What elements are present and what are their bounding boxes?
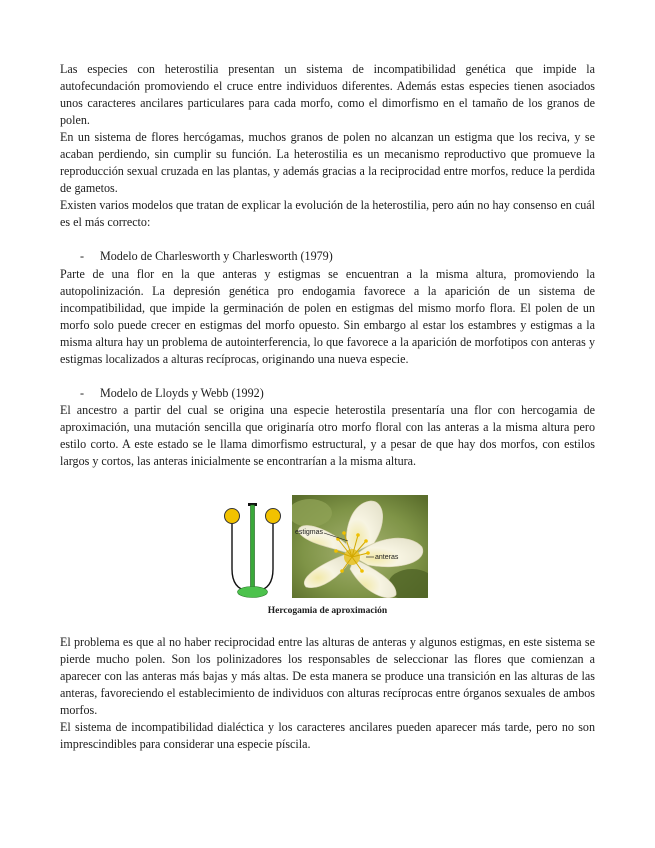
outro-paragraph-2: El sistema de incompatibilidad dialéctica y los caracteres ancilares pueden aparecer más tarde, pero no son imprescindibles para considerar una especie píscila. [60,720,595,752]
intro-paragraph-2: En un sistema de flores hercógamas, muchos granos de polen no alcanzan un estigma que los reciva, y se acaban perdiendo, sin cumplir su función. La heterostilia es un mecanismo reproductivo que promueve la reproducción sexual cruzada en las plantas, y además gracias a la reciprocidad entre morfos, reduce la perdida de gametos. [60,130,595,196]
model-2-heading [60,385,595,402]
model-1-title: Modelo de Charlesworth y Charlesworth (1979) [100,249,333,264]
flower-photo [292,495,428,598]
right-filament [257,519,273,591]
label-stigmas: estigmas [295,529,324,537]
model-1-text: Parte de una flor en la que anteras y estigmas se encuentran a la misma altura, promoviendo la autopolinización. La depresión genética pro endogamia favorece a la aparición de un sistema de incompatibilidad, que impide la germinación de polen en estigmas del mismo morfo flora. El polen de un morfo solo puede crecer en estigmas del morfo opuesto. Sin embargo al estar los estambres y estigmas a la misma altura hay un problema de autointerferencia, lo que favorece a la aparición de morfotipos con anteras y estigmas localizados a alturas recíprocas, originando una nueva especie. [60,266,595,366]
intro-paragraph-3: Existen varios modelos que tratan de explicar la evolución de la heterostilia, pero aún no hay consenso en cuál es el más correcto: [60,198,595,230]
model-2-text: El ancestro a partir del cual se origina una especie heterostila presentaría una flor con hercogamia de aproximación, una mutación sencilla que originaría otro morfo floral con las anteras a la misma altura pero estilo corto. A este estado se le llama dimorfismo estructural, y a pesar de que hay dos morfos, con estilos largos y cortos, las anteras inicialmente se encontrarían a la misma altura. [60,402,595,468]
style-stalk [251,505,255,591]
bullet-dash: - [80,385,85,400]
intro-paragraph-1: Las especies con heterostilia presentan un sistema de incompatibilidad genética que impide la autofecundación promoviendo el cruce entre individuos diferentes. Además estas especies tienen asociados unos caracteres ancilares particulares para cada morfo, como el dimorfismo en el tamaño de los granos de polen. [60,62,595,128]
model-2-title: Modelo de Lloyds y Webb (1992) [100,385,264,400]
model-1-heading [60,248,595,265]
figure [60,480,595,603]
spacer [60,368,595,385]
left-filament [232,519,248,591]
spacer [60,231,595,248]
bullet-dash: - [80,249,85,264]
right-anther [266,509,281,524]
ovary [238,587,268,598]
hercogamy-diagram [220,503,285,603]
document-page [60,61,595,753]
outro-paragraph-1: El problema es que al no haber reciprocidad entre las alturas de anteras y algunos estigmas, en este sistema se pierde mucho polen. Son los polinizadores los responsables de seleccionar las flores que comienzan a aparecer con las anteras más bajas y más altas. De esta manera se produce una transición en las alturas de las anteras, favoreciendo el establecimiento de individuos con alturas recíprocas entre órganos sexuales de ambos morfos. [60,635,595,718]
left-anther [225,509,240,524]
figure-caption: Hercogamia de aproximación [267,606,388,617]
label-anthers: anteras [375,554,399,562]
